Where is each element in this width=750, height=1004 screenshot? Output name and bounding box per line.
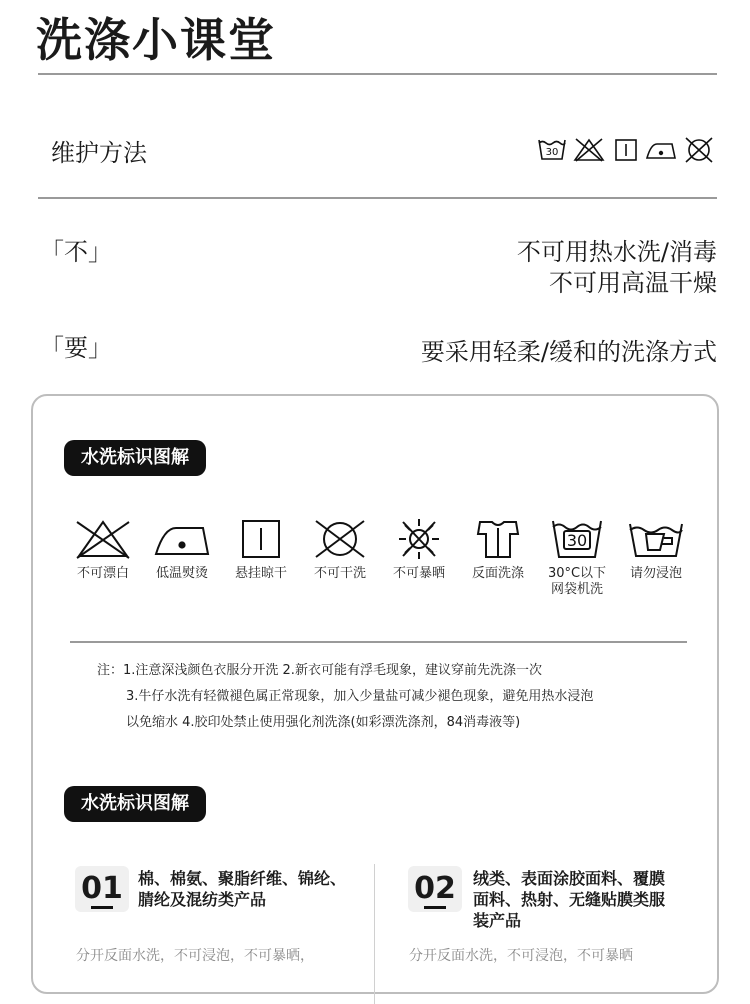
symbol-label: 不可暴晒 <box>392 566 445 581</box>
hang-dry-icon <box>231 518 291 560</box>
item-number: 01 <box>75 866 129 912</box>
symbol-label: 不可漂白 <box>76 566 129 581</box>
note-line-3: 以免缩水 4.胶印处禁止使用强化剂洗涤(如彩漂洗涤剂，84消毒液等) <box>126 715 521 730</box>
no-sun-icon <box>389 518 449 560</box>
do-tag: 「要」 <box>40 334 112 362</box>
symbol-no-sun <box>382 518 456 582</box>
symbol-no-soak <box>619 518 693 582</box>
fabric-types: 棉、棉氨、聚脂纤维、锦纶、 腈纶及混纺类产品 <box>138 869 347 909</box>
symbol-no-dry-clean <box>303 518 377 582</box>
no-bleach-icon <box>575 139 603 161</box>
wash-30-icon <box>547 518 607 560</box>
dont-rule-2: 不可用高温干燥 <box>549 269 717 297</box>
no-dry-clean-icon <box>686 138 712 162</box>
svg-text:30: 30 <box>545 147 559 158</box>
divider <box>38 197 717 199</box>
symbol-iron-low <box>145 518 219 582</box>
fabric-item-01 <box>75 866 129 909</box>
do-rule: 要采用轻柔/缓和的洗涤方式 <box>420 338 717 366</box>
divider <box>70 641 687 643</box>
wash-30-icon <box>539 140 565 159</box>
symbol-hang-dry <box>224 518 298 582</box>
symbol-label: 请勿浸泡 <box>629 566 682 581</box>
symbol-wash-30 <box>540 518 614 598</box>
symbol-label: 悬挂晾干 <box>234 566 287 581</box>
care-instructions: 分开反面水洗，不可浸泡，不可暴晒， <box>76 948 314 964</box>
column-divider <box>374 864 375 1004</box>
section-title-pill: 水洗标识图解 <box>64 786 206 822</box>
section-title-pill: 水洗标识图解 <box>64 440 206 476</box>
symbol-label: 反面洗涤 <box>471 566 524 581</box>
dont-tag: 「不」 <box>40 238 112 266</box>
fabric-types: 绒类、表面涂胶面料、覆膜 面料、热射、无缝贴膜类服 装产品 <box>473 869 666 930</box>
svg-text:30: 30 <box>566 531 588 550</box>
divider <box>38 73 717 75</box>
iron-low-icon <box>647 144 675 158</box>
no-dry-clean-icon <box>310 518 370 560</box>
page-title: 洗涤小课堂 <box>36 13 276 67</box>
item-number: 02 <box>408 866 462 912</box>
symbol-inside-out <box>461 518 535 582</box>
maintenance-label: 维护方法 <box>51 139 147 167</box>
dont-rule-1: 不可用热水洗/消毒 <box>516 238 717 266</box>
hang-dry-icon <box>616 140 636 160</box>
symbol-label: 低温熨烫 <box>155 566 208 581</box>
note-line-2: 3.牛仔水洗有轻微褪色属正常现象，加入少量盐可减少褪色现象，避免用热水浸泡 <box>126 689 594 704</box>
iron-low-icon <box>152 518 212 560</box>
symbol-no-bleach <box>66 518 140 582</box>
wash-guide-card <box>31 394 719 994</box>
inside-out-icon <box>468 518 528 560</box>
care-instructions: 分开反面水洗，不可浸泡，不可暴晒 <box>409 948 633 964</box>
no-bleach-icon <box>73 518 133 560</box>
fabric-item-02 <box>408 866 462 909</box>
symbol-label: 30°C以下 网袋机洗 <box>547 566 607 597</box>
symbol-label: 不可干洗 <box>313 566 366 581</box>
maintenance-icons <box>537 136 717 164</box>
dont-rules <box>517 237 717 299</box>
note-line-1: 注：1.注意深浅颜色衣服分开洗 2.新衣可能有浮毛现象，建议穿前先洗涤一次 <box>97 663 542 678</box>
no-soak-icon <box>626 518 686 560</box>
